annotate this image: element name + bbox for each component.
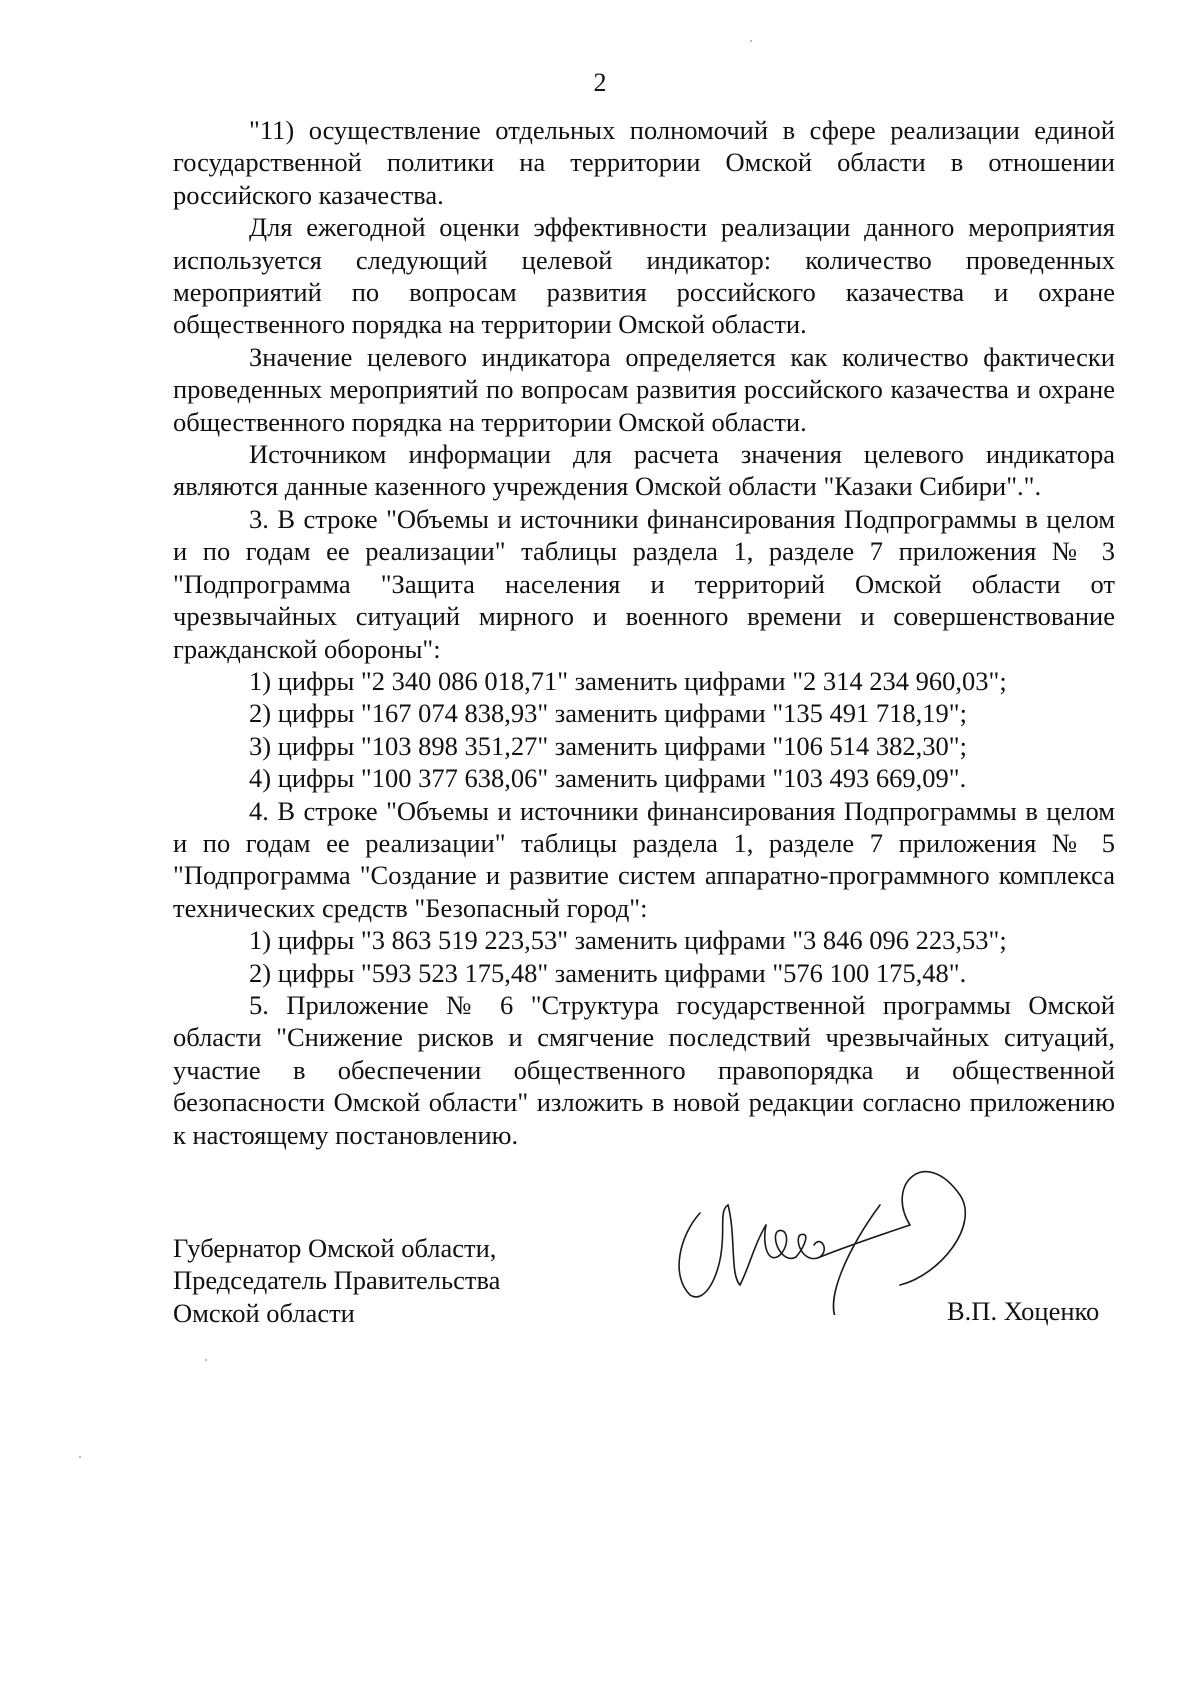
- paragraph-item-11: "11) осуществление отдельных полномочий в сфере реализации единой государственной политики на территории Омской области в отношении российского казачества.: [173, 115, 1115, 210]
- amendment-line: 1) цифры "2 340 086 018,71" заменить цифрами "2 314 234 960,03";: [249, 665, 1007, 696]
- handwritten-signature: [670, 1165, 990, 1315]
- signatory-name: В.П. Хоценко: [947, 1296, 1100, 1326]
- amendment-line: 4) цифры "100 377 638,06" заменить цифрами "103 493 669,09".: [249, 763, 967, 794]
- scan-artifact: [205, 1359, 207, 1361]
- paragraph-indicator: Для ежегодной оценки эффективности реализации данного мероприятия используется следующий целевой индикатор: количество проведенных мероприятий по вопросам развития российского казачества и охране общественного порядка на территории Омской области.: [173, 212, 1115, 340]
- document-body: [173, 114, 1115, 1151]
- paragraph-information-source: Источником информации для расчета значения целевого индикатора являются данные казенного учреждения Омской области "Казаки Сибири".".: [173, 439, 1115, 502]
- signatory-title: [173, 1232, 500, 1329]
- paragraph-section-3: 3. В строке "Объемы и источники финансирования Подпрограммы в целом и по годам ее реализации" таблицы раздела 1, разделе 7 приложения № 3 "Подпрограмма "Защита населения и территорий Омской области от чрезвычайных ситуаций мирного и военного времени и совершенствование гражданской обороны":: [173, 503, 1115, 664]
- paragraph-indicator-value: Значение целевого индикатора определяется как количество фактически проведенных мероприятий по вопросам развития российского казачества и охране общественного порядка на территории Омской области.: [173, 341, 1115, 437]
- paragraph-section-5: 5. Приложение № 6 "Структура государственной программы Омской области "Снижение рисков и смягчение последствий чрезвычайных ситуаций, участие в обеспечении общественного правопорядка и общественной безопасности Омской области" изложить в новой редакции согласно приложению к настоящему постановлению.: [173, 989, 1115, 1150]
- scan-artifact: [750, 40, 752, 42]
- page-number: 2: [593, 68, 607, 97]
- paragraph-section-4: 4. В строке "Объемы и источники финансирования Подпрограммы в целом и по годам ее реализации" таблицы раздела 1, разделе 7 приложения № 5 "Подпрограмма "Создание и развитие систем аппаратно-программного комплекса технических средств "Безопасный город":: [173, 795, 1115, 923]
- signatory-title-line: Председатель Правительства: [173, 1265, 501, 1296]
- scan-artifact: [79, 1456, 81, 1458]
- amendment-line: 2) цифры "167 074 838,93" заменить цифрами "135 491 718,19";: [249, 698, 967, 729]
- signatory-title-line: Губернатор Омской области,: [173, 1233, 497, 1263]
- amendment-line: 2) цифры "593 523 175,48" заменить цифрами "576 100 175,48".: [249, 957, 967, 988]
- signatory-title-line: Омской области: [173, 1297, 355, 1328]
- amendment-line: 1) цифры "3 863 519 223,53" заменить цифрами "3 846 096 223,53";: [249, 925, 1007, 956]
- amendment-line: 3) цифры "103 898 351,27" заменить цифрами "106 514 382,30";: [249, 730, 967, 761]
